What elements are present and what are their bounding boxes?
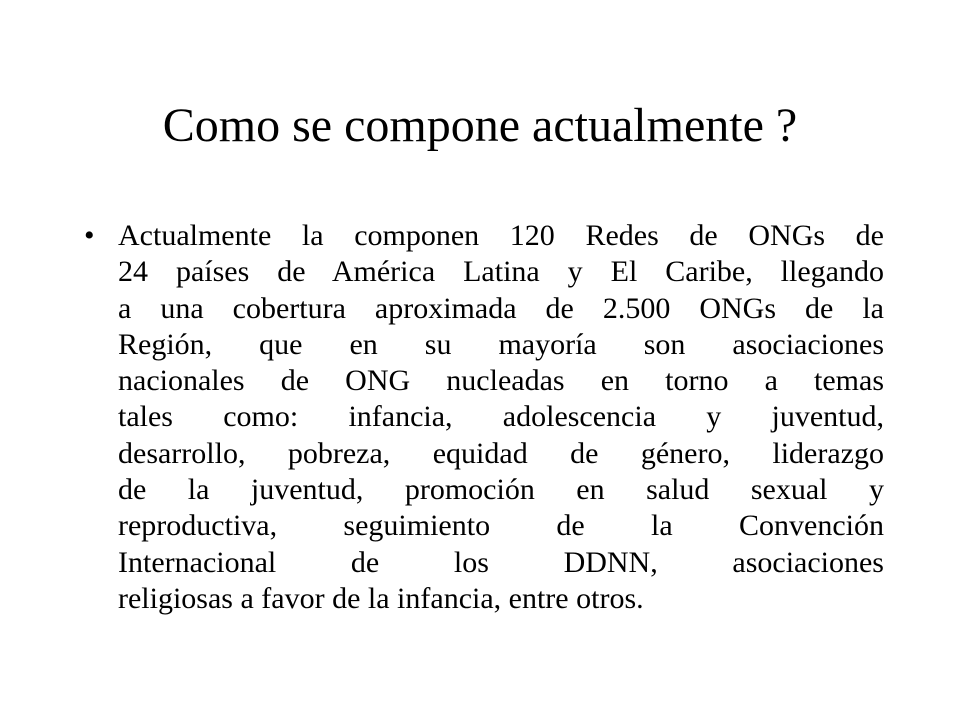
bullet-icon: • xyxy=(84,219,95,252)
bullet-text-line: de la juventud, promoción en salud sexual y xyxy=(118,473,884,507)
bullet-text-line: nacionales de ONG nucleadas en torno a temas xyxy=(118,364,884,398)
slide-title: Como se compone actualmente ? xyxy=(162,99,798,152)
slide-body xyxy=(84,218,884,617)
bullet-text-line: a una cobertura aproximada de 2.500 ONGs de la xyxy=(118,291,884,325)
bullet-text-line: tales como: infancia, adolescencia y juventud, xyxy=(118,400,884,434)
bullet-text-line: religiosas a favor de la infancia, entre otros. xyxy=(118,581,644,615)
bullet-text-line: Actualmente la componen 120 Redes de ONGs de xyxy=(118,219,884,252)
bullet-text-line: Internacional de los DDNN, asociaciones xyxy=(118,545,884,579)
bullet-text-line: 24 países de América Latina y El Caribe, llegando xyxy=(118,255,884,289)
bullet-item xyxy=(84,218,884,617)
bullet-text-line: desarrollo, pobreza, equidad de género, liderazgo xyxy=(118,436,884,470)
bullet-text-line: Región, que en su mayoría son asociaciones xyxy=(118,327,884,361)
bullet-text-line: reproductiva, seguimiento de la Convención xyxy=(118,509,884,543)
